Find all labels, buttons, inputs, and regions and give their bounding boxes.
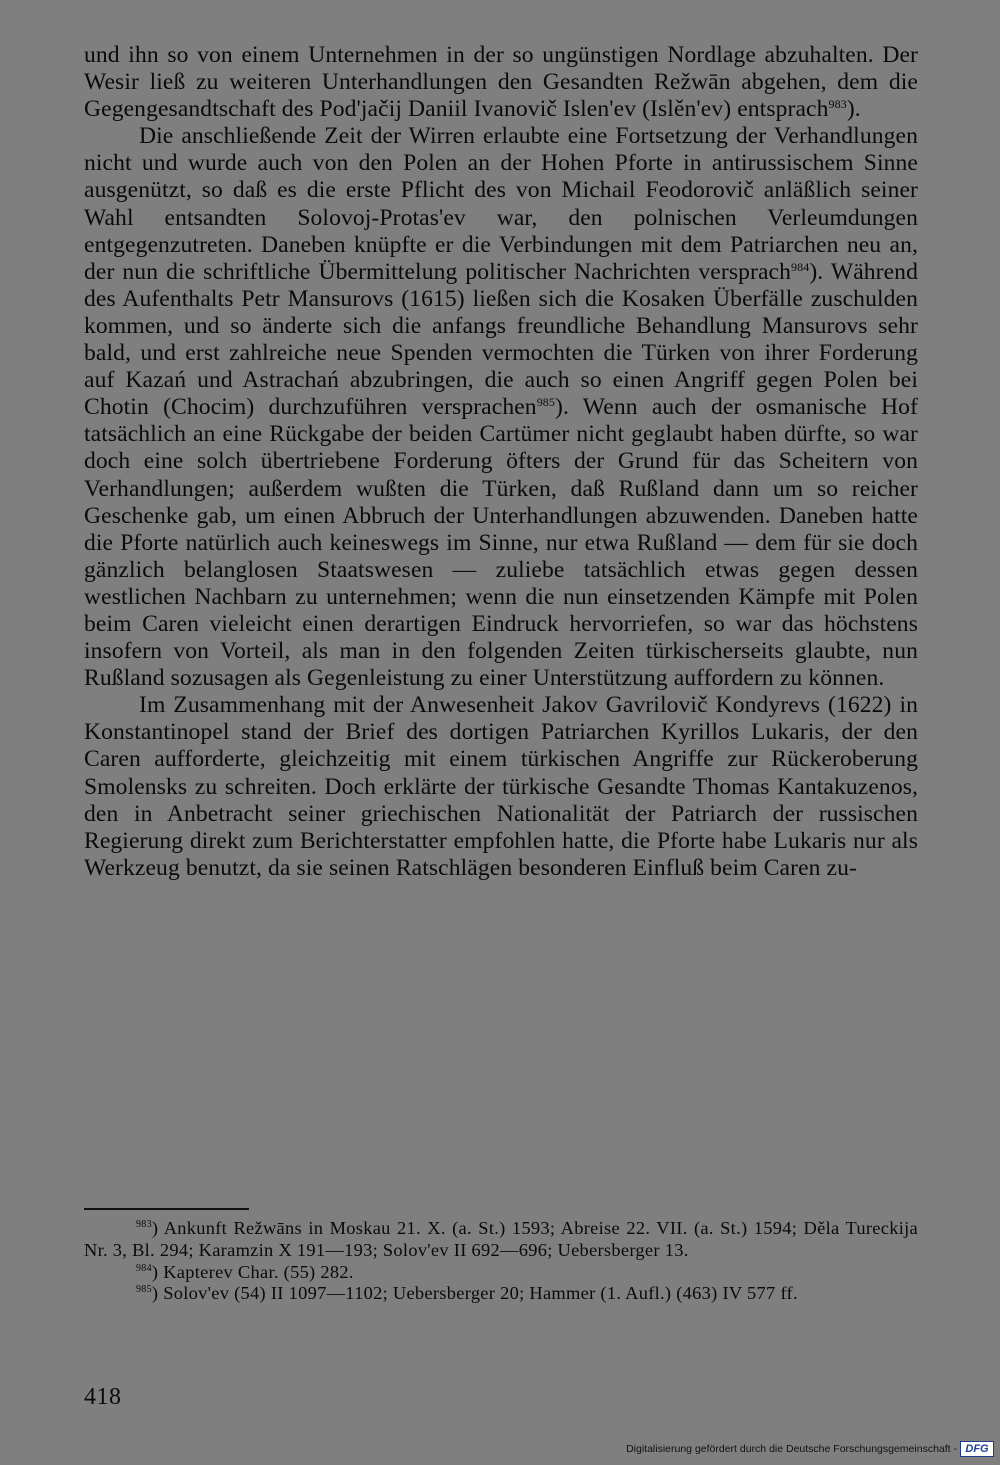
paragraph-text: ). Während des Aufenthalts Petr Mansurovs (1615) ließen sich die Kosaken Überfälle zuschulden kommen, und so änderte sich die anfangs freundliche Behandlung Mansurovs sehr bald, und erst zahlreiche neue Spenden vermochten die Türken von ihrer Forderung auf Kazań und Astrachań abzubringen, die auch so einen Angriff gegen Polen bei Chotin (Chocim) durchzuführen versprachen xyxy=(84,258,918,421)
footnote-number: 985 xyxy=(136,1284,152,1296)
footnotes xyxy=(84,1218,918,1305)
footnote-divider xyxy=(84,1208,249,1210)
main-text xyxy=(84,42,918,882)
paragraph-text: Im Zusammenhang mit der Anwesenheit Jakov Gavrilovič Kondyrevs (1622) in Konstantinopel stand der Brief des dortigen Patriarchen Kyrillos Lukaris, der den Caren aufforderte, gleichzeitig mit einem türkischen Angriffe zur Rückeroberung Smolensks zu schreiten. Doch erklärte der türkische Gesandte Thomas Kantakuzenos, den in Anbetracht seiner griechischen Nationalität der Patriarch der russischen Regierung direkt zum Berichterstatter empfohlen hatte, die Pforte habe Lukaris nur als Werkzeug benutzt, da sie seinen Ratschlägen besonderen Einfluß beim Caren zu- xyxy=(84,692,918,881)
footnote xyxy=(84,1262,918,1284)
footnote-reference: 983 xyxy=(828,97,847,112)
footnote-text: ) Solov'ev (54) II 1097—1102; Uebersberger 20; Hammer (1. Aufl.) (463) IV 577 ff. xyxy=(151,1283,798,1304)
footnote-reference: 984 xyxy=(791,259,810,274)
funding-credit: Digitalisierung gefördert durch die Deutsche Forschungsgemeinschaft - xyxy=(626,1443,957,1455)
paragraph-text: Die anschließende Zeit der Wirren erlaubte eine Fortsetzung der Verhandlungen nicht und wurde auch von den Polen an der Hohen Pforte in antirussischem Sinne ausgenützt, so daß es die erste Pflicht des von Michail Feodorovič anläßlich seiner Wahl entsandten Solovoj-Protas'ev war, den polnischen Verleumdungen entgegenzutreten. Daneben knüpfte er die Verbindungen mit dem Patriarchen neu an, der nun die schriftliche Übermittelung politischer Nachrichten versprach xyxy=(84,123,918,285)
footnote xyxy=(84,1218,918,1262)
body-paragraph xyxy=(84,123,918,692)
footnote-text: ) Kapterev Char. (55) 282. xyxy=(151,1261,354,1282)
body-paragraph xyxy=(84,692,918,882)
body-paragraph xyxy=(84,42,918,123)
footnote-number: 984 xyxy=(136,1262,152,1274)
paragraph-text: und ihn so von einem Unternehmen in der so ungünstigen Nordlage abzuhalten. Der Wesir ließ zu weiteren Unterhandlungen den Gesandten Režwān abgehen, dem die Gegengesandtschaft des Pod'jačij Daniil Ivanovič Islen'ev (Islěn'ev) entsprach xyxy=(84,42,918,123)
paragraph-text: ). Wenn auch der osmanische Hof tatsächlich an eine Rückgabe der beiden Cartümer nicht geglaubt haben dürfte, so war doch eine solch übertriebene Forderung öfters der Grund für das Scheitern von Verhandlungen; außerdem wußten die Türken, daß Rußland dann um so reicher Geschenke gab, um einen Abbruch der Unterhandlungen abzuwenden. Daneben hatte die Pforte natürlich auch keineswegs im Sinne, nur etwa Rußland — dem für sie doch gänzlich belanglosen Staatswesen — zuliebe tatsächlich etwas gegen dessen westlichen Nachbarn zu unternehmen; wenn die nun einsetzenden Kämpfe mit Polen beim Caren vieleicht einen derartigen Eindruck hervorriefen, so war das höchstens insofern von Vorteil, als man in den folgenden Zeiten türkischerseits glaubte, nun Rußland sozusagen als Gegenleistung zu einer Unterstützung auffordern zu können. xyxy=(84,394,918,692)
footnote-text: ) Ankunft Režwāns in Moskau 21. X. (a. St.) 1593; Abreise 22. VII. (a. St.) 1594; Děla Tureckija Nr. 3, Bl. 294; Karamzin X 191—193; Solov'ev II 692—696; Uebersberger 13. xyxy=(84,1218,918,1260)
footnote-reference: 985 xyxy=(536,395,556,410)
footnote-number: 983 xyxy=(136,1219,152,1230)
footnote xyxy=(84,1283,918,1305)
paragraph-text: ). xyxy=(846,96,861,123)
dfg-logo: DFG xyxy=(960,1441,994,1457)
page-number: 418 xyxy=(84,1384,122,1410)
